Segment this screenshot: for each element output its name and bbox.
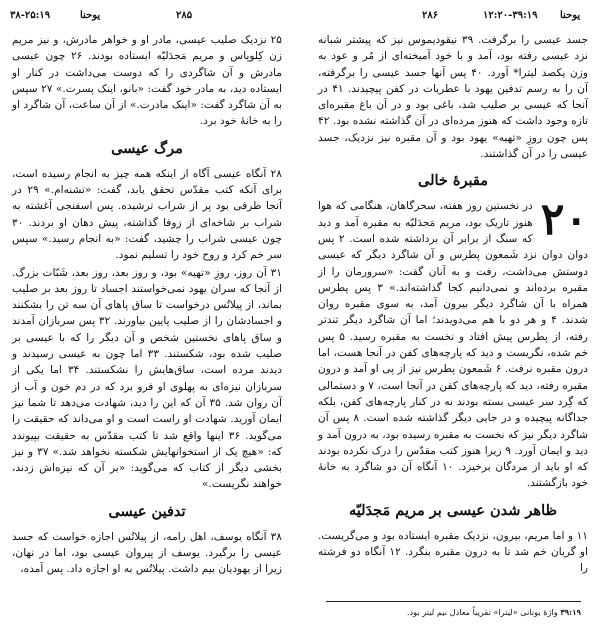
verse-paragraph: ۲۵ نزدیک صلیب عیسی، مادر او و خواهر مادرش، و نیز مریم زن کِلوپاس و مریم مَجدَلیّه ایستاده بودند. ۲۶ چون عیسی مادرش و آن شاگردی را که دوست می‌داشت در کنار او ایستاده دید، به مادر خود گفت: «بانو، اینک پسرت.» ۲۷ سپس به آن شاگرد گفت: «اینک مادرت.» از آن ساعت، آن شاگرد او را به خانهٔ خود برد. bbox=[12, 34, 282, 128]
section-heading-death: مرگ عیسی bbox=[111, 139, 183, 157]
verse-paragraph: ۳۱ آن روز، روزِ «تهیه» بود، و روز بعد، روز بعد، شَبّات بزرگ. از آنجا که سران یهود نمی‌خواستند اجساد تا روز بعد بر صلیب بماند، از پیلاتُس درخواست تا ساق پاهای آن سه تن را بشکنند و اجسادشان را از صلیب پایین بیاورند. ۳۲ پس سربازان آمدند و ساق پاهای نخستین شخص و آن دیگر را که با عیسی بر صلیب شده بود، شکستند. ۳۳ اما چون به عیسی رسیدند و دیدند مرده است، ساق‌هایش را نشکستند. ۳۴ اما یکی از سربازان نیزه‌ای به پهلوی او فرو برد که در دم خون و آب از آن روان شد. ۳۵ آن که این را دید، شهادت می‌دهد تا شما نیز ایمان آورید. شهادت او راست است و او می‌داند که حقیقت را می‌گوید. ۳۶ اینها واقع شد تا کتب مقدّس به حقیقت بپیوندد که: «هیچ یک از استخوانهایش شکسته نخواهد شد.» ۳۷ و نیز بخشی دیگر از کتاب که می‌گوید: «بر آن که نیزه‌اش زدند، خواهند نگریست.» bbox=[12, 266, 283, 491]
left-header-book: یوحنا bbox=[80, 10, 101, 21]
section-heading-appearance: ظاهر شدن عیسی بر مریم مَجدَلیّه bbox=[348, 501, 558, 519]
footnote-ref: ۳۹:۱۹ bbox=[560, 607, 581, 617]
right-header-range: ۱۲:۲۰-۳۹:۱۹ bbox=[483, 10, 538, 21]
verse-paragraph: ۲۸ آنگاه عیسی آگاه از اینکه همه چیز به انجام رسیده است، برای آنکه کتب مقدّس تحقق یابد، گفت: «تشنه‌ام.» ۲۹ در آنجا ظرفی بود پر از شراب ترشیده. پس اسفنجی آغشته به شراب بر شاخه‌ای از زوفا گذاشته، پیش دهان او بردند. ۳۰ چون عیسی شراب را چشید، گفت: «به انجام رسید.» سپس سر خم کرد و روح خود را تسلیم نمود. bbox=[12, 167, 282, 262]
section-heading-empty-tomb: مقبرهٔ خالی bbox=[417, 172, 488, 190]
left-column bbox=[12, 32, 282, 579]
footnote-text: واژهٔ یونانی «لیترا» تقریباً معادل نیم لیتر بود. bbox=[406, 607, 558, 617]
verse-paragraph: جسد عیسی را برگرفت. ۳۹ نیقودیموس نیز که پیشتر شبانه نزد عیسی رفته بود، آمد و با خود آمیخته‌ای از مُر و عود به وزن یکصد لیترا* آورد. ۴۰ پس آنها جسد عیسی را برگرفته، آن را به رسم تدفین یهود با عطریات در کفن پیچیدند. ۴۱ در آنجا که عیسی بر صلیب شد، باغی بود و در آن باغ مقبره‌ای تازه وجود داشت که هنوز مرده‌ای در آن گذاشته نشده بود. ۴۲ پس چون روزِ «تهیه» یهود بود و آن مقبره نیز نزدیک، جسد عیسی را در آن گذاشتند. bbox=[318, 34, 589, 161]
chapter-number: ۲۰ bbox=[540, 194, 588, 246]
right-header-book: یوحنا bbox=[560, 10, 581, 21]
verse-paragraph bbox=[318, 194, 588, 491]
left-page-number: ۲۸۵ bbox=[176, 10, 193, 21]
footnote bbox=[326, 601, 581, 618]
section-heading-burial: تدفین عیسی bbox=[108, 502, 186, 520]
right-page-number: ۲۸۶ bbox=[422, 10, 439, 21]
verse-paragraph: ۱۱ و اما مریم، بیرون، نزدیک مقبره ایستاده بود و می‌گریست. او گریان خم شد تا به درون مقبره بنگرد. ۱۲ آنگاه دو فرشته را bbox=[318, 529, 588, 575]
chapter-text: در نخستین روز هفته، سحرگاهان، هنگامی که هوا هنوز تاریک بود، مریم مَجدَلیّه به مقبره آمد و دید که سنگ از برابر آن برداشته شده است. ۲ پس دوان دوان نزد شَمعون پطرس و آن شاگرد دیگر که عیسی دوستش می‌داشت، رفت و به آنان گفت: «سرورمان را از مقبره برده‌اند و نمی‌دانیم کجا گذاشته‌اند.» ۳ پس پطرس همراه با آن شاگرد دیگر بیرون آمد، به سوی مقبره روان شدند. ۴ و هر دو با هم می‌دویدند؛ اما آن شاگرد دیگر تندتر رفته، از پطرس پیش افتاد و نخست به مقبره رسید. ۵ پس خم شده، نگریست و دید که پارچه‌های کفن در آنجا هست، اما درون مقبره نرفت. ۶ شَمعون پطرس نیز از پی او آمد و درون مقبره رفته، دید که پارچه‌های کفن در آنجا است، ۷ و دستمالی که گِرد سر عیسی بسته بودند نه در کنار پارچه‌های کفن، بلکه جداگانه پیچیده و در جایی دیگر گذاشته شده است. ۸ پس آن شاگرد دیگر نیز که نخست به مقبره رسیده بود، به درون آمد و دید و ایمان آورد. ۹ زیرا هنوز کتب مقدّس را درک نکرده بودند که او باید از مردگان برخیزد. ۱۰ آنگاه آن دو شاگرد به خانهٔ خود بازگشتند. bbox=[318, 200, 588, 490]
right-column bbox=[318, 32, 588, 578]
left-header-range: ۳۸-۲۵:۱۹ bbox=[10, 10, 51, 21]
verse-paragraph: ۳۸ آنگاه یوسف، اهل رامه، از پیلاتُس اجازه خواست که جسد عیسی را برگیرد. یوسف از پیروان عیسی بود، اما در نهان، زیرا از یهودیان بیم داشت. پیلاتُس به او اجازه داد. پس آمده، bbox=[12, 530, 282, 576]
